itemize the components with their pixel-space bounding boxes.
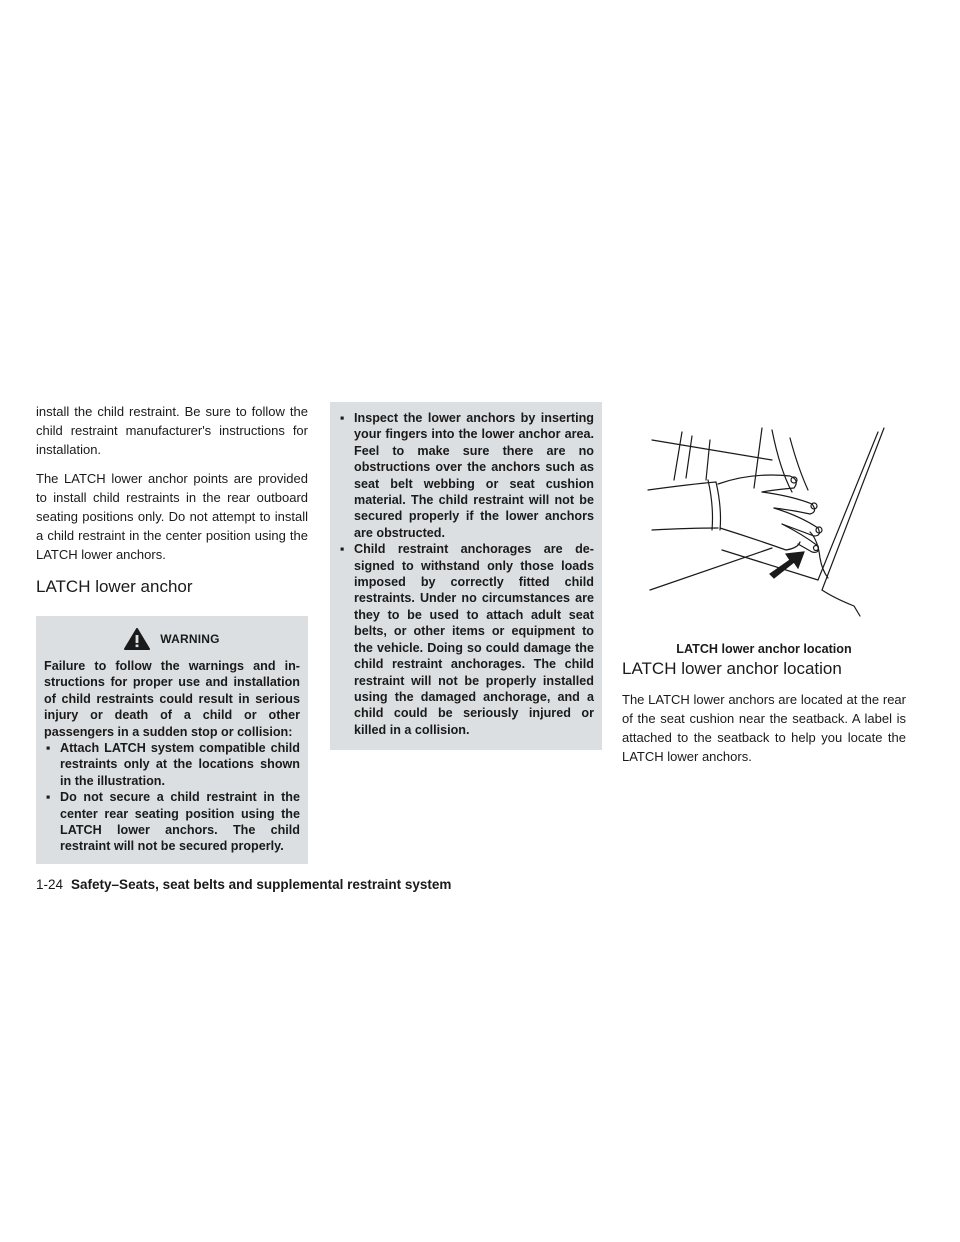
warning-triangle-icon [124, 628, 150, 650]
section-heading-latch-lower-anchor: LATCH lower anchor [36, 577, 193, 596]
warning-intro-text: Failure to follow the warnings and instructions for proper use and installation of child restraints could result in serious injury or death of a child or other passengers in a sudden stop or collision: [44, 659, 300, 739]
page-footer [36, 877, 451, 892]
column-right [622, 408, 906, 776]
figure-caption: LATCH lower anchor location [676, 642, 852, 656]
latch-anchor-illustration [622, 420, 906, 656]
warning-item: ▪ Child restraint anchorages are designed to withstand only those loads imposed by correctly fitted child restraints. Under no circumstances are they to be used to attach adult seat belts, or other items or equipment to the vehicle. Doing so could damage the child restraint anchorages. The child restraint will not be properly installed using the damaged anchorage, and a child could be seriously injured or killed in a collision. [338, 541, 594, 738]
warning-box-continued [330, 402, 602, 750]
warning-item: ▪ Attach LATCH system compatible child restraints only at the locations shown in the illustration. [44, 740, 300, 789]
hand-seat-illustration [622, 420, 906, 620]
warning-item: ▪ Do not secure a child restraint in the center rear seating position using the LATCH lower anchors. The child restraint will not be secured properly. [44, 789, 300, 855]
location-paragraph: The LATCH lower anchors are located at the rear of the seat cushion near the seatback. A label is attached to the seatback to help you locate the LATCH lower anchors. [622, 692, 906, 764]
intro-paragraph: install the child restraint. Be sure to follow the child restraint manufacturer's instructions for installation. [36, 404, 308, 457]
warning-list [44, 740, 300, 855]
page-number: 1-24 [36, 877, 64, 892]
warning-box [36, 616, 308, 864]
latch-points-paragraph: The LATCH lower anchor points are provided to install child restraints in the rear outboard seating positions only. Do not attempt to install a child restraint in the center position using the LATCH lower anchors. [36, 471, 308, 562]
warning-list-continued [338, 410, 594, 738]
warning-header [44, 628, 300, 650]
warning-label: WARNING [160, 632, 220, 646]
warning-item: ▪ Inspect the lower anchors by inserting your fingers into the lower anchor area. Feel to make sure there are no obstructions over the anchors such as seat belt webbing or seat cushion material. The child restraint will not be secured properly if the lower anchors are obstructed. [338, 410, 594, 541]
chapter-title: Safety–Seats, seat belts and supplemental restraint system [71, 877, 452, 892]
section-heading-latch-lower-anchor-location: LATCH lower anchor location [622, 659, 842, 678]
column-middle [330, 402, 602, 750]
column-left [36, 402, 308, 864]
